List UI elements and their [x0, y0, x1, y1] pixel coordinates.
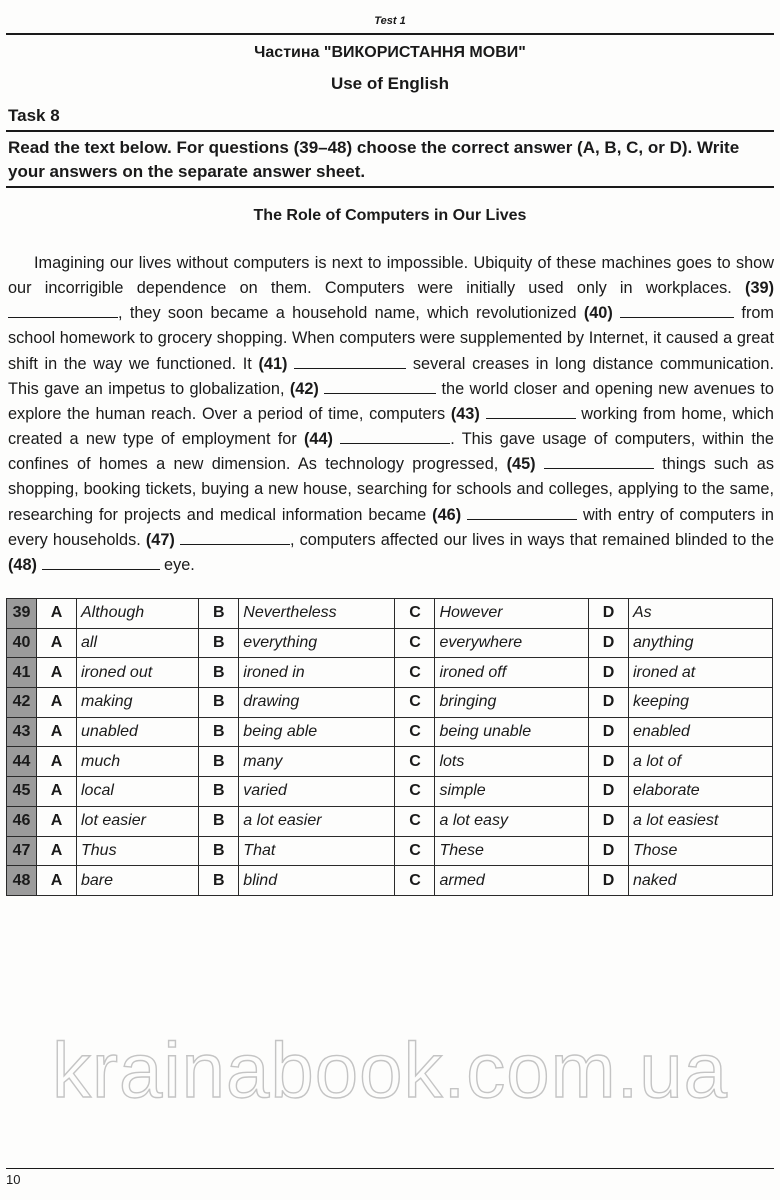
option-letter: C — [395, 599, 435, 629]
option-c: However — [435, 599, 589, 629]
page-number: 10 — [6, 1172, 21, 1187]
option-d: keeping — [628, 688, 772, 718]
option-letter: D — [588, 688, 628, 718]
part-title: Частина "ВИКОРИСТАННЯ МОВИ" — [254, 44, 526, 61]
option-letter: B — [199, 806, 239, 836]
option-a: all — [77, 628, 199, 658]
task-label: Task 8 — [8, 106, 60, 125]
option-d: As — [628, 599, 772, 629]
question-number: 41 — [7, 658, 37, 688]
gap-number: (46) — [432, 505, 462, 524]
option-letter: B — [199, 658, 239, 688]
option-letter: D — [588, 806, 628, 836]
header-rule — [6, 33, 774, 35]
option-d: Those — [628, 836, 772, 866]
option-letter: D — [588, 836, 628, 866]
option-letter: C — [395, 866, 435, 896]
option-a: making — [77, 688, 199, 718]
answer-blank — [8, 303, 118, 318]
option-a: Although — [77, 599, 199, 629]
option-letter: A — [37, 836, 77, 866]
option-c: ironed off — [435, 658, 589, 688]
option-c: simple — [435, 777, 589, 807]
section-subtitle: Use of English — [330, 74, 450, 93]
option-b: That — [239, 836, 395, 866]
task-instructions: Read the text below. For questions (39–48) choose the correct answer (A, B, C, or D). Write your answers on the separate answer sheet. — [8, 138, 740, 181]
question-number: 45 — [7, 777, 37, 807]
watermark: krainabook.com.ua — [51, 1026, 729, 1114]
table-row — [7, 658, 773, 688]
option-letter: C — [395, 747, 435, 777]
option-letter: D — [588, 747, 628, 777]
option-letter: B — [199, 717, 239, 747]
answer-blank — [294, 354, 406, 369]
gap-number: (47) — [145, 530, 175, 549]
question-number: 47 — [7, 836, 37, 866]
option-letter: C — [395, 806, 435, 836]
table-row — [7, 688, 773, 718]
option-letter: A — [37, 806, 77, 836]
table-row — [7, 717, 773, 747]
option-letter: D — [588, 599, 628, 629]
option-letter: D — [588, 717, 628, 747]
question-number: 43 — [7, 717, 37, 747]
question-number: 44 — [7, 747, 37, 777]
table-row — [7, 836, 773, 866]
question-number: 39 — [7, 599, 37, 629]
task-rule-top — [6, 130, 774, 132]
answer-blank — [620, 303, 734, 318]
option-letter: C — [395, 777, 435, 807]
gap-number: (48) — [8, 555, 37, 574]
option-letter: A — [37, 777, 77, 807]
option-b: a lot easier — [239, 806, 395, 836]
gap-number: (43) — [450, 404, 480, 423]
text-title: The Role of Computers in Our Lives — [253, 207, 527, 224]
option-b: ironed in — [239, 658, 395, 688]
table-row — [7, 599, 773, 629]
option-b: Nevertheless — [239, 599, 395, 629]
footer-rule — [6, 1168, 774, 1169]
gap-number: (44) — [304, 430, 333, 449]
answer-blank — [544, 454, 654, 469]
answer-blank — [340, 429, 450, 444]
option-c: bringing — [435, 688, 589, 718]
option-letter: A — [37, 599, 77, 629]
running-header: Test 1 — [374, 15, 406, 27]
option-a: bare — [77, 866, 199, 896]
option-letter: A — [37, 688, 77, 718]
option-b: being able — [239, 717, 395, 747]
option-d: enabled — [628, 717, 772, 747]
option-letter: C — [395, 688, 435, 718]
option-d: ironed at — [628, 658, 772, 688]
option-letter: D — [588, 628, 628, 658]
option-d: a lot of — [628, 747, 772, 777]
option-letter: C — [395, 717, 435, 747]
option-letter: B — [199, 688, 239, 718]
table-row — [7, 747, 773, 777]
option-b: blind — [239, 866, 395, 896]
question-number: 46 — [7, 806, 37, 836]
gap-number: (42) — [289, 379, 319, 398]
gap-number: (40) — [583, 304, 613, 323]
option-letter: B — [199, 599, 239, 629]
option-c: These — [435, 836, 589, 866]
table-row — [7, 628, 773, 658]
answer-blank — [180, 530, 290, 545]
option-letter: A — [37, 658, 77, 688]
option-letter: B — [199, 836, 239, 866]
option-a: Thus — [77, 836, 199, 866]
answer-blank — [42, 555, 160, 570]
gap-number: (39) — [745, 279, 774, 298]
gap-number: (41) — [258, 354, 288, 373]
option-letter: C — [395, 628, 435, 658]
option-letter: A — [37, 717, 77, 747]
option-b: everything — [239, 628, 395, 658]
option-letter: A — [37, 628, 77, 658]
option-letter: A — [37, 866, 77, 896]
answer-blank — [486, 404, 576, 419]
answer-options-table — [6, 598, 773, 896]
option-letter: D — [588, 658, 628, 688]
gap-number: (45) — [506, 455, 536, 474]
option-d: elaborate — [628, 777, 772, 807]
question-number: 48 — [7, 866, 37, 896]
option-letter: D — [588, 777, 628, 807]
option-letter: B — [199, 628, 239, 658]
option-letter: B — [199, 747, 239, 777]
option-b: drawing — [239, 688, 395, 718]
option-letter: C — [395, 658, 435, 688]
option-letter: A — [37, 747, 77, 777]
option-letter: C — [395, 836, 435, 866]
option-b: many — [239, 747, 395, 777]
option-a: much — [77, 747, 199, 777]
option-c: being unable — [435, 717, 589, 747]
option-c: a lot easy — [435, 806, 589, 836]
option-d: anything — [628, 628, 772, 658]
option-a: ironed out — [77, 658, 199, 688]
question-number: 42 — [7, 688, 37, 718]
answer-blank — [324, 379, 436, 394]
option-letter: D — [588, 866, 628, 896]
option-b: varied — [239, 777, 395, 807]
option-d: a lot easiest — [628, 806, 772, 836]
option-a: unabled — [77, 717, 199, 747]
option-c: lots — [435, 747, 589, 777]
answer-blank — [467, 505, 577, 520]
task-rule-bottom — [6, 186, 774, 188]
table-row — [7, 806, 773, 836]
option-d: naked — [628, 866, 772, 896]
question-number: 40 — [7, 628, 37, 658]
option-c: armed — [435, 866, 589, 896]
option-a: lot easier — [77, 806, 199, 836]
option-letter: B — [199, 866, 239, 896]
table-row — [7, 866, 773, 896]
table-row — [7, 777, 773, 807]
option-letter: B — [199, 777, 239, 807]
option-a: local — [77, 777, 199, 807]
reading-passage: Imagining our lives without computers is next to impossible. Ubiquity of these machines goes to show our incorrigible dependence on them. Computers were initially used only in workplaces. (39) , they soon became a household name, which revolutionized (40) from school homework to grocery shopping. When computers were supplemented by Internet, it caused a great shift in the way we functioned. It (41) several creases in long distance communication. This gave an impetus to globalization, (42) the world closer and opening new avenues to explore the human reach. Over a period of time, computers (43) working from home, which created a new type of employment for (44) . This gave usage of computers, within the confines of homes a new dimension. As technology progressed, (45) things such as shopping, booking tickets, buying a new house, searching for schools and colleges, applying to the same, researching for projects and medical information became (46) with entry of computers in every households. (47) , computers affected our lives in ways that remained blinded to the (48) eye. — [8, 254, 775, 574]
option-c: everywhere — [435, 628, 589, 658]
